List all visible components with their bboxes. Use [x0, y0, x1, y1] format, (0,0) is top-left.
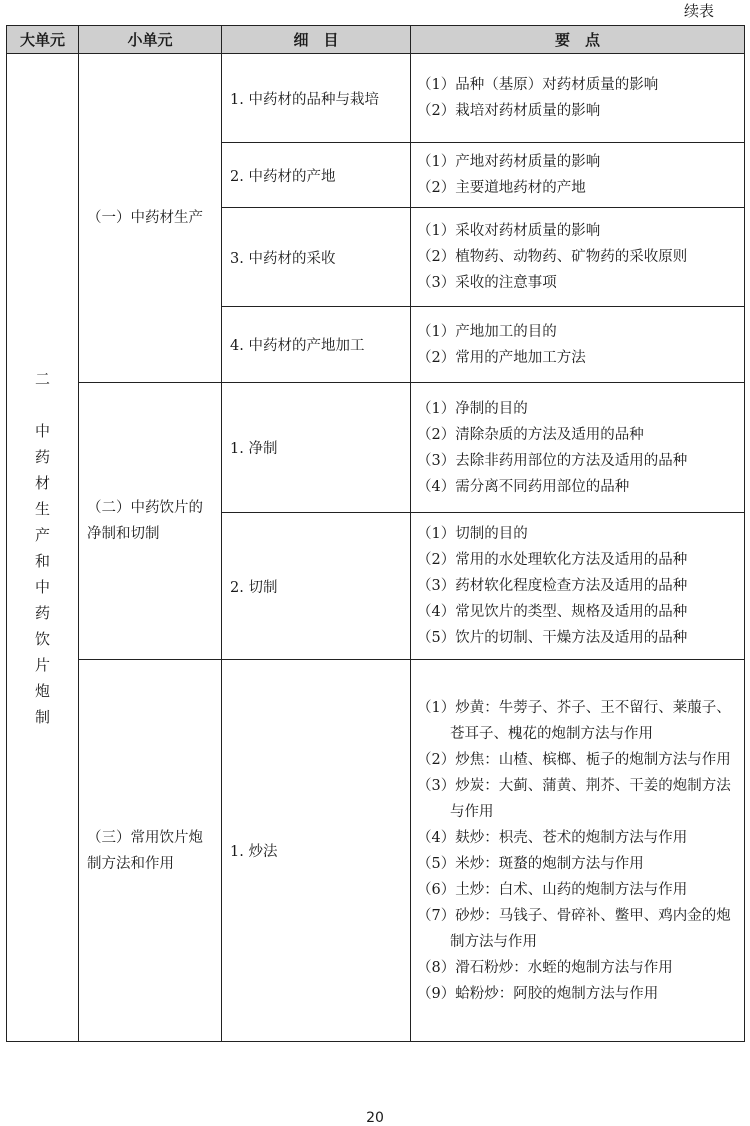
point-item: （2）常用的水处理软化方法及适用的品种	[417, 552, 688, 568]
big-unit-char: 中	[34, 421, 50, 440]
big-unit-char: 药	[34, 603, 50, 622]
points-cell	[411, 660, 745, 1042]
point-item: （9）蛤粉炒：阿胶的炮制方法与作用	[417, 985, 659, 1002]
small-unit-cell: （三）常用饮片炮制方法和作用	[79, 660, 222, 1042]
point-item: （1）品种（基原）对药材质量的影响	[417, 77, 659, 93]
big-unit-char: 药	[34, 447, 50, 466]
point-item: （4）麸炒：枳壳、苍术的炮制方法与作用	[417, 829, 688, 846]
point-item: （2）炒焦：山楂、槟榔、栀子的炮制方法与作用	[417, 751, 731, 768]
page-number: 20	[366, 1110, 384, 1126]
point-item: （1）炒黄：牛蒡子、芥子、王不留行、莱菔子、苍耳子、槐花的炮制方法与作用	[417, 699, 731, 742]
points-cell	[411, 383, 745, 513]
point-item: （3）炒炭：大蓟、蒲黄、荆芥、干姜的炮制方法与作用	[417, 777, 731, 820]
big-unit-char: 材	[34, 473, 50, 492]
big-unit-char: 制	[34, 707, 50, 726]
point-item: （2）清除杂质的方法及适用的品种	[417, 426, 644, 443]
point-item: （5）米炒：斑蝥的炮制方法与作用	[417, 855, 644, 872]
item-cell: 1. 炒法	[222, 660, 411, 1042]
points-cell	[411, 208, 745, 307]
big-unit-char: 生	[34, 499, 50, 518]
point-item: （4）常见饮片的类型、规格及适用的品种	[417, 604, 688, 620]
header-points: 要 点	[411, 26, 745, 54]
point-item: （1）净制的目的	[417, 400, 528, 417]
point-item: （2）主要道地药材的产地	[417, 180, 586, 196]
point-item: （6）土炒：白术、山药的炮制方法与作用	[417, 881, 688, 898]
item-cell: 1. 中药材的品种与栽培	[222, 54, 411, 143]
point-item: （3）药材软化程度检查方法及适用的品种	[417, 578, 688, 594]
point-item: （1）产地对药材质量的影响	[417, 154, 601, 170]
table-row	[7, 54, 745, 143]
point-item: （5）饮片的切制、干燥方法及适用的品种	[417, 630, 688, 646]
item-cell: 3. 中药材的采收	[222, 208, 411, 307]
point-item: （1）采收对药材质量的影响	[417, 223, 601, 239]
point-item: （3）去除非药用部位的方法及适用的品种	[417, 452, 688, 469]
big-unit-char: 饮	[34, 629, 50, 648]
table-row	[7, 660, 745, 1042]
points-cell	[411, 143, 745, 208]
point-item: （3）采收的注意事项	[417, 275, 557, 291]
continued-label: 续表	[683, 2, 714, 20]
big-unit-char: 产	[34, 525, 50, 544]
points-cell	[411, 307, 745, 383]
point-item: （1）产地加工的目的	[417, 323, 557, 340]
header-row	[7, 26, 745, 54]
point-item: （4）需分离不同药用部位的品种	[417, 478, 630, 495]
table-row	[7, 383, 745, 513]
small-unit-cell: （一）中药材生产	[79, 54, 222, 383]
header-small-unit: 小单元	[79, 26, 222, 54]
syllabus-table	[6, 25, 745, 1042]
big-unit-char: 炮	[34, 681, 50, 700]
points-cell	[411, 513, 745, 660]
point-item: （2）栽培对药材质量的影响	[417, 103, 601, 119]
header-big-unit: 大单元	[7, 26, 79, 54]
big-unit-label	[35, 366, 51, 730]
big-unit-name	[35, 418, 51, 730]
point-item: （7）砂炒：马钱子、骨碎补、鳖甲、鸡内金的炮制方法与作用	[417, 907, 731, 950]
point-item: （8）滑石粉炒：水蛭的炮制方法与作用	[417, 959, 673, 976]
point-item: （1）切制的目的	[417, 526, 528, 542]
small-unit-cell: （二）中药饮片的净制和切制	[79, 383, 222, 660]
item-cell: 2. 中药材的产地	[222, 143, 411, 208]
big-unit-char: 片	[34, 655, 50, 674]
big-unit-cell	[7, 54, 79, 1042]
header-item: 细 目	[222, 26, 411, 54]
big-unit-char: 和	[34, 551, 50, 570]
point-item: （2）常用的产地加工方法	[417, 349, 586, 366]
item-cell: 2. 切制	[222, 513, 411, 660]
item-cell: 1. 净制	[222, 383, 411, 513]
points-cell	[411, 54, 745, 143]
point-item: （2）植物药、动物药、矿物药的采收原则	[417, 249, 688, 265]
big-unit-char: 中	[34, 577, 50, 596]
item-cell: 4. 中药材的产地加工	[222, 307, 411, 383]
big-unit-number: 二	[34, 369, 50, 388]
